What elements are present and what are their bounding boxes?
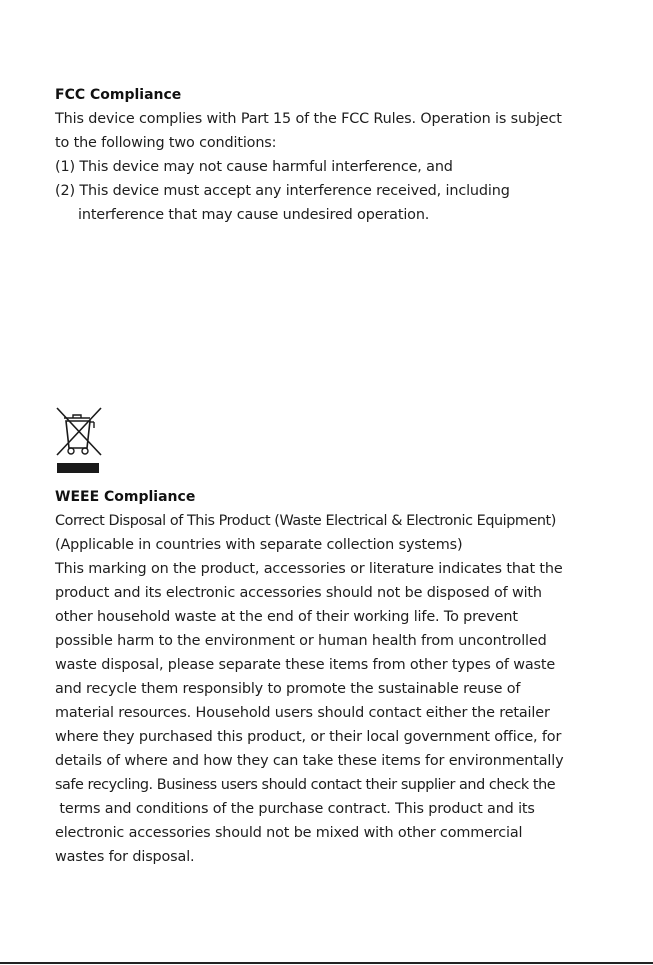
fcc-line: to the following two conditions: [55,135,277,151]
fcc-condition-2: (2) This device must accept any interference received, including [55,183,510,199]
weee-line: (Applicable in countries with separate collection systems) [55,537,463,553]
weee-line: and recycle them responsibly to promote the sustainable reuse of [55,681,521,697]
weee-line: Correct Disposal of This Product (Waste Electrical & Electronic Equipment) [55,513,556,529]
weee-line: details of where and how they can take these items for environmentally [55,753,564,769]
weee-line: terms and conditions of the purchase contract. This product and its [55,801,535,817]
weee-line: where they purchased this product, or their local government office, for [55,729,562,745]
weee-line: possible harm to the environment or human health from uncontrolled [55,633,547,649]
weee-line: other household waste at the end of their working life. To prevent [55,609,518,625]
weee-line: electronic accessories should not be mixed with other commercial [55,825,523,841]
weee-title: WEEE Compliance [55,489,196,505]
weee-line: This marking on the product, accessories or literature indicates that the [55,561,563,577]
page-bottom-rule [0,962,653,964]
weee-line: wastes for disposal. [55,849,195,865]
weee-line: product and its electronic accessories should not be disposed of with [55,585,542,601]
weee-line: material resources. Household users should contact either the retailer [55,705,550,721]
fcc-condition-1: (1) This device may not cause harmful interference, and [55,159,453,175]
weee-line: safe recycling. Business users should contact their supplier and check the [55,777,556,793]
weee-line: waste disposal, please separate these items from other types of waste [55,657,556,673]
fcc-condition-2-continued: interference that may cause undesired operation. [78,207,430,223]
fcc-title: FCC Compliance [55,87,182,103]
crossed-out-wheelie-bin-icon [53,404,103,476]
fcc-line: This device complies with Part 15 of the FCC Rules. Operation is subject [55,111,562,127]
